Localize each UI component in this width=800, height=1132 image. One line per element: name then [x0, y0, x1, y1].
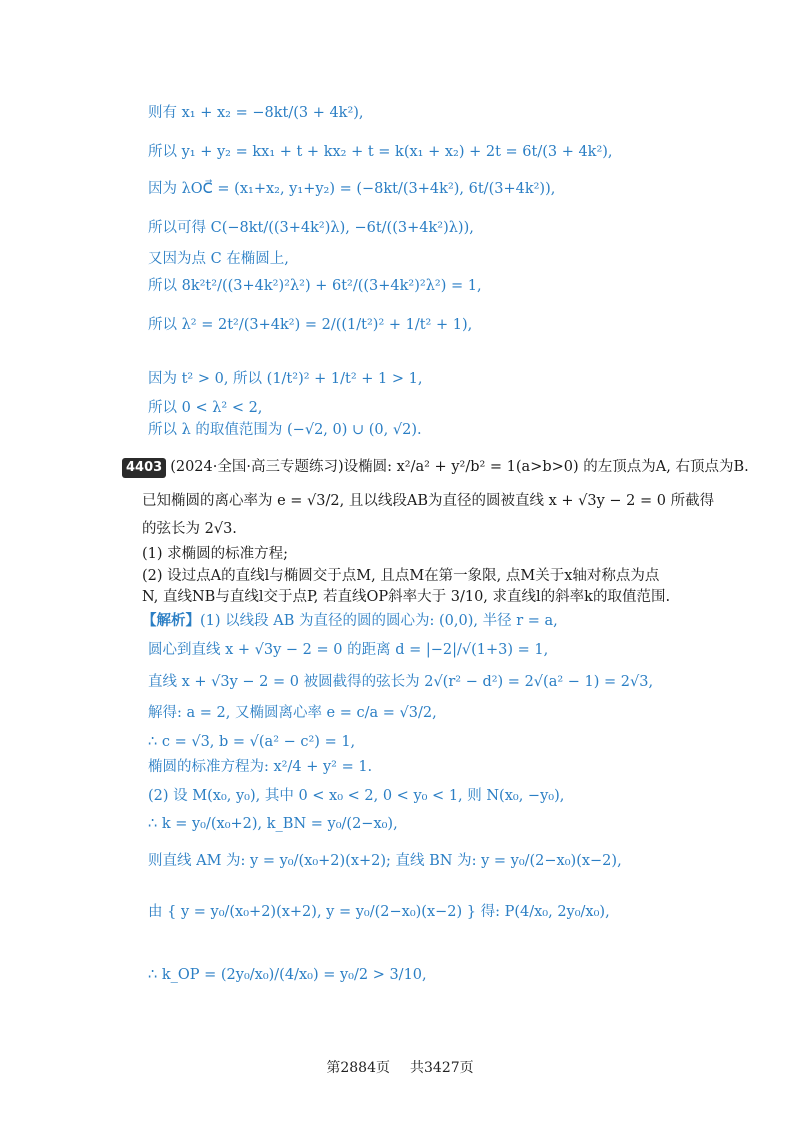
solution-line-9: 所以 0 < λ² < 2,	[148, 400, 263, 416]
page-footer	[0, 1057, 800, 1077]
page-number: 第2884页	[326, 1060, 390, 1076]
solution-line-7: 所以 λ² = 2t²/(3+4k²) = 2/((1/t²)² + 1/t² + 1),	[148, 317, 473, 333]
problem-line-3: 的弦长为 2√3.	[142, 521, 237, 537]
analysis-tag: 【解析】	[142, 612, 200, 629]
total-pages: 共3427页	[410, 1060, 474, 1076]
problem-number-badge: 4403	[122, 458, 166, 478]
problem-line-5: (2) 设过点A的直线l与椭圆交于点M, 且点M在第一象限, 点M关于x轴对称点为点	[142, 568, 660, 584]
analysis-line-1	[142, 612, 558, 630]
problem-line-2: 已知椭圆的离心率为 e = √3/2, 且以线段AB为直径的圆被直线 x + √3y − 2 = 0 所截得	[142, 493, 715, 509]
analysis-line-6: 椭圆的标准方程为: x²/4 + y² = 1.	[148, 759, 373, 775]
solution-line-1: 则有 x₁ + x₂ = −8kt/(3 + 4k²),	[148, 105, 364, 121]
problem-line-6: N, 直线NB与直线l交于点P, 若直线OP斜率大于 3/10, 求直线l的斜率k的取值范围.	[142, 589, 671, 605]
analysis-line-10: 由 { y = y₀/(x₀+2)(x+2), y = y₀/(2−x₀)(x−2) } 得: P(4/x₀, 2y₀/x₀),	[148, 904, 610, 920]
problem-line-1: (2024·全国·高三专题练习)设椭圆: x²/a² + y²/b² = 1(a>b>0) 的左顶点为A, 右顶点为B.	[170, 459, 749, 475]
analysis-line-2: 圆心到直线 x + √3y − 2 = 0 的距离 d = |−2|/√(1+3) = 1,	[148, 642, 549, 658]
solution-line-4: 所以可得 C(−8kt/((3+4k²)λ), −6t/((3+4k²)λ)),	[148, 220, 474, 236]
analysis-line-8: ∴ k = y₀/(x₀+2), k_BN = y₀/(2−x₀),	[148, 816, 398, 832]
solution-line-8: 因为 t² > 0, 所以 (1/t²)² + 1/t² + 1 > 1,	[148, 371, 423, 387]
analysis-line-7: (2) 设 M(x₀, y₀), 其中 0 < x₀ < 2, 0 < y₀ < 1, 则 N(x₀, −y₀),	[148, 788, 565, 804]
analysis-text-1: (1) 以线段 AB 为直径的圆的圆心为: (0,0), 半径 r = a,	[200, 613, 558, 629]
analysis-line-4: 解得: a = 2, 又椭圆离心率 e = c/a = √3/2,	[148, 705, 437, 721]
problem-header	[122, 458, 749, 478]
analysis-line-3: 直线 x + √3y − 2 = 0 被圆截得的弦长为 2√(r² − d²) = 2√(a² − 1) = 2√3,	[148, 674, 654, 690]
solution-line-6: 所以 8k²t²/((3+4k²)²λ²) + 6t²/((3+4k²)²λ²) = 1,	[148, 278, 482, 294]
solution-line-10: 所以 λ 的取值范围为 (−√2, 0) ∪ (0, √2).	[148, 422, 422, 438]
solution-line-5: 又因为点 C 在椭圆上,	[148, 251, 289, 267]
analysis-line-11: ∴ k_OP = (2y₀/x₀)/(4/x₀) = y₀/2 > 3/10,	[148, 967, 427, 983]
analysis-line-9: 则直线 AM 为: y = y₀/(x₀+2)(x+2); 直线 BN 为: y = y₀/(2−x₀)(x−2),	[148, 853, 622, 869]
solution-line-3: 因为 λOC⃗ = (x₁+x₂, y₁+y₂) = (−8kt/(3+4k²), 6t/(3+4k²)),	[148, 181, 556, 197]
problem-line-4: (1) 求椭圆的标准方程;	[142, 546, 289, 562]
solution-line-2: 所以 y₁ + y₂ = kx₁ + t + kx₂ + t = k(x₁ + x₂) + 2t = 6t/(3 + 4k²),	[148, 144, 613, 160]
analysis-line-5: ∴ c = √3, b = √(a² − c²) = 1,	[148, 734, 356, 750]
